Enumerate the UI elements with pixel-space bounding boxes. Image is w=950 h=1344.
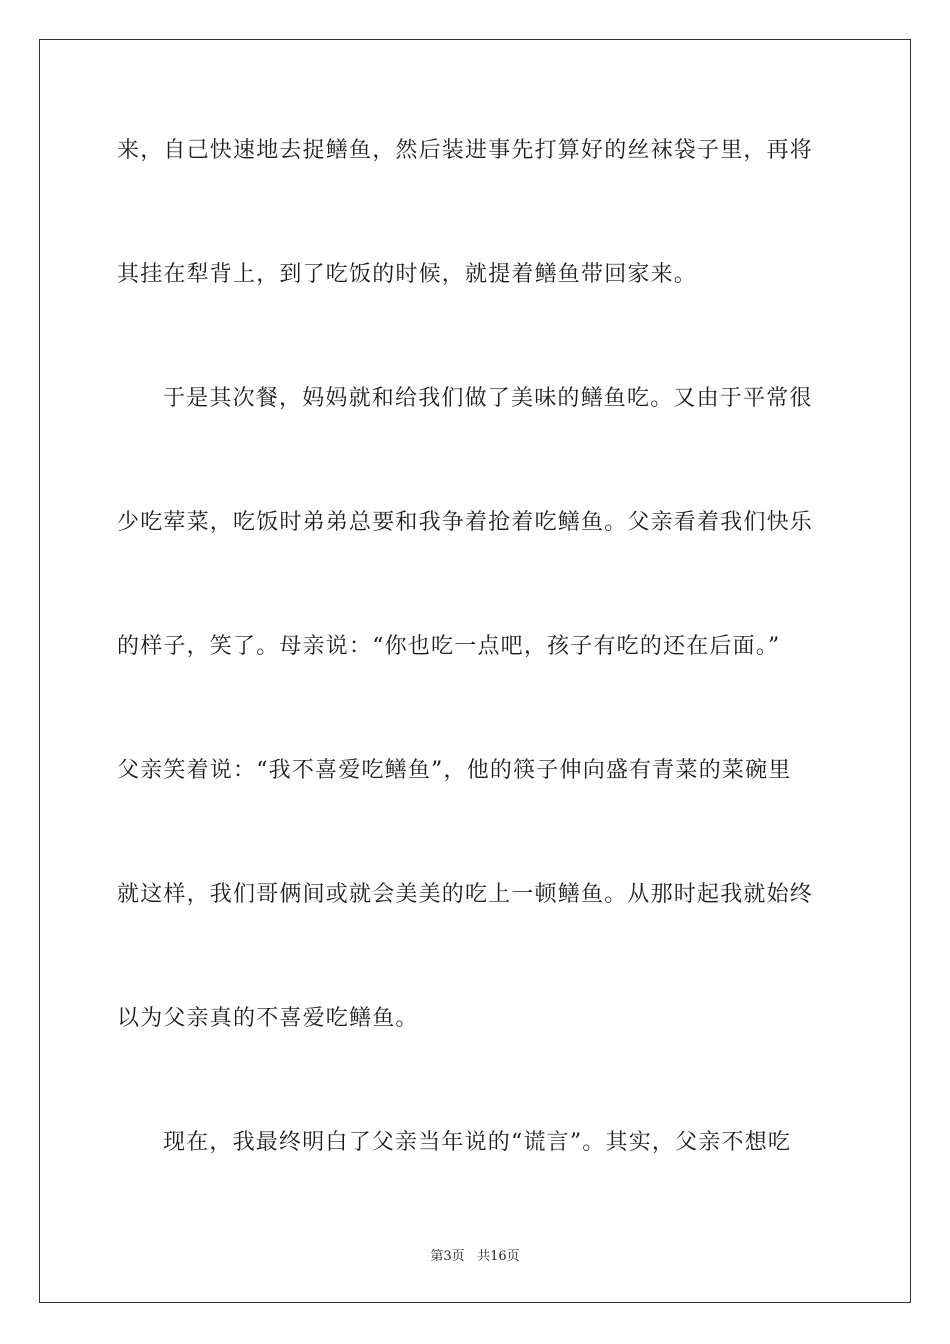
page-border <box>39 39 911 1303</box>
page-footer <box>0 1248 950 1266</box>
text-line-7: 就这样，我们哥俩间或就会美美的吃上一顿鳝鱼。从那时起我就始终 <box>117 882 814 907</box>
text-line-5: 的样子，笑了。母亲说：“你也吃一点吧，孩子有吃的还在后面。” <box>117 634 781 659</box>
text-line-6: 父亲笑着说：“我不喜爱吃鳝鱼”，他的筷子伸向盛有青菜的菜碗里 <box>117 758 792 783</box>
text-line-8: 以为父亲真的不喜爱吃鳝鱼。 <box>117 1006 419 1031</box>
text-line-3: 于是其次餐，妈妈就和给我们做了美味的鳝鱼吃。又由于平常很 <box>163 386 813 411</box>
text-line-2: 其挂在犁背上，到了吃饭的时候，就提着鳝鱼带回家来。 <box>117 262 698 287</box>
page-number: 第3页 <box>430 1249 465 1264</box>
page-total: 共16页 <box>477 1249 520 1264</box>
text-line-4: 少吃荤菜，吃饭时弟弟总要和我争着抢着吃鳝鱼。父亲看着我们快乐 <box>117 510 814 535</box>
text-line-1: 来，自己快速地去捉鳝鱼，然后装进事先打算好的丝袜袋子里，再将 <box>117 138 814 163</box>
text-line-9: 现在，我最终明白了父亲当年说的“谎言”。其实，父亲不想吃 <box>163 1130 792 1155</box>
